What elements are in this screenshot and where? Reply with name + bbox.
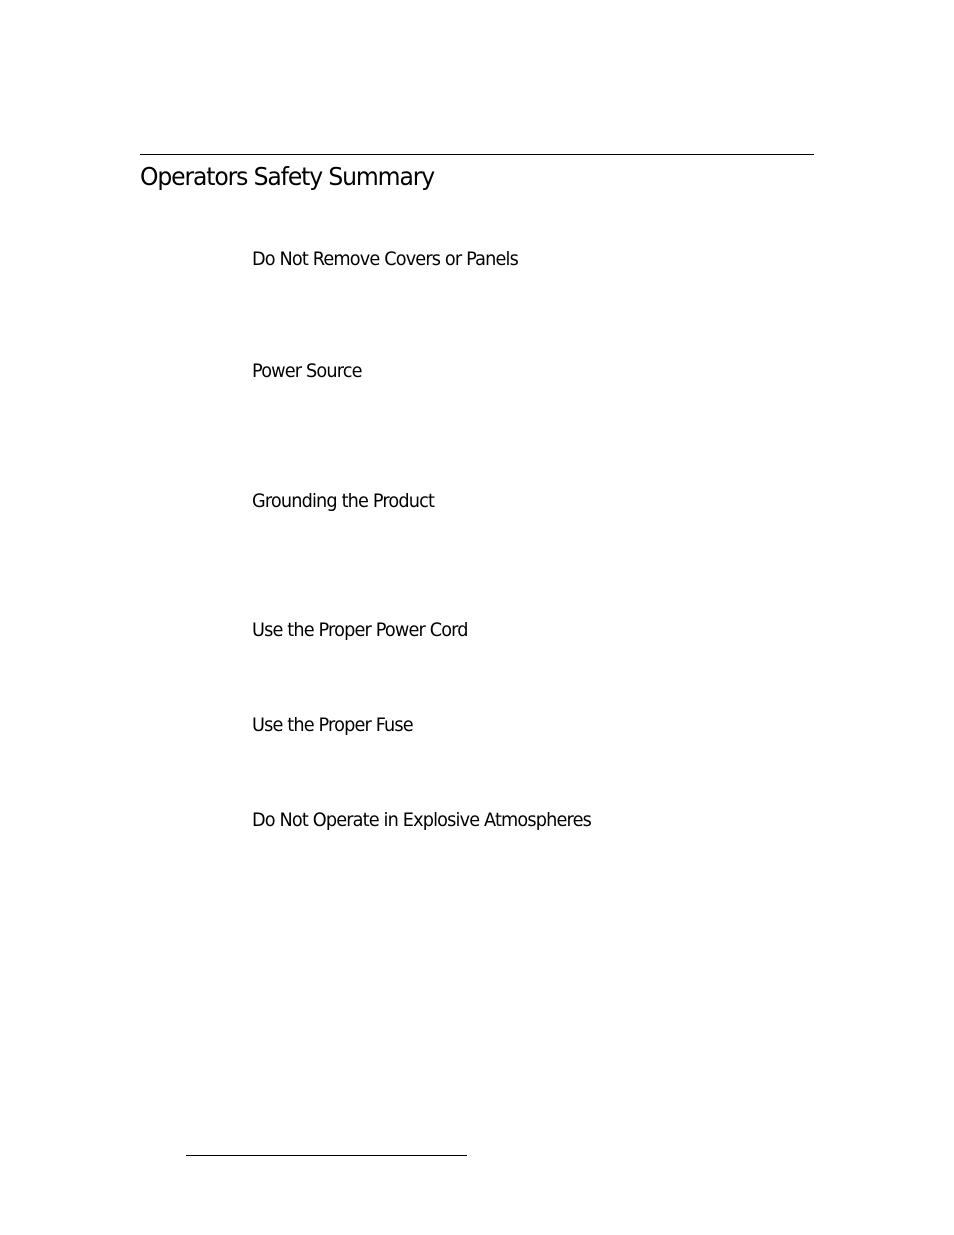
section-heading-grounding: Grounding the Product <box>252 490 435 512</box>
section-heading-covers-panels: Do Not Remove Covers or Panels <box>252 248 518 270</box>
section-heading-power-cord: Use the Proper Power Cord <box>252 619 468 641</box>
section-heading-power-source: Power Source <box>252 360 362 382</box>
footer-rule <box>186 1155 467 1156</box>
header-rule <box>140 154 814 155</box>
page-title: Operators Safety Summary <box>140 162 435 191</box>
section-heading-explosive-atmospheres: Do Not Operate in Explosive Atmospheres <box>252 809 591 831</box>
section-heading-fuse: Use the Proper Fuse <box>252 714 413 736</box>
